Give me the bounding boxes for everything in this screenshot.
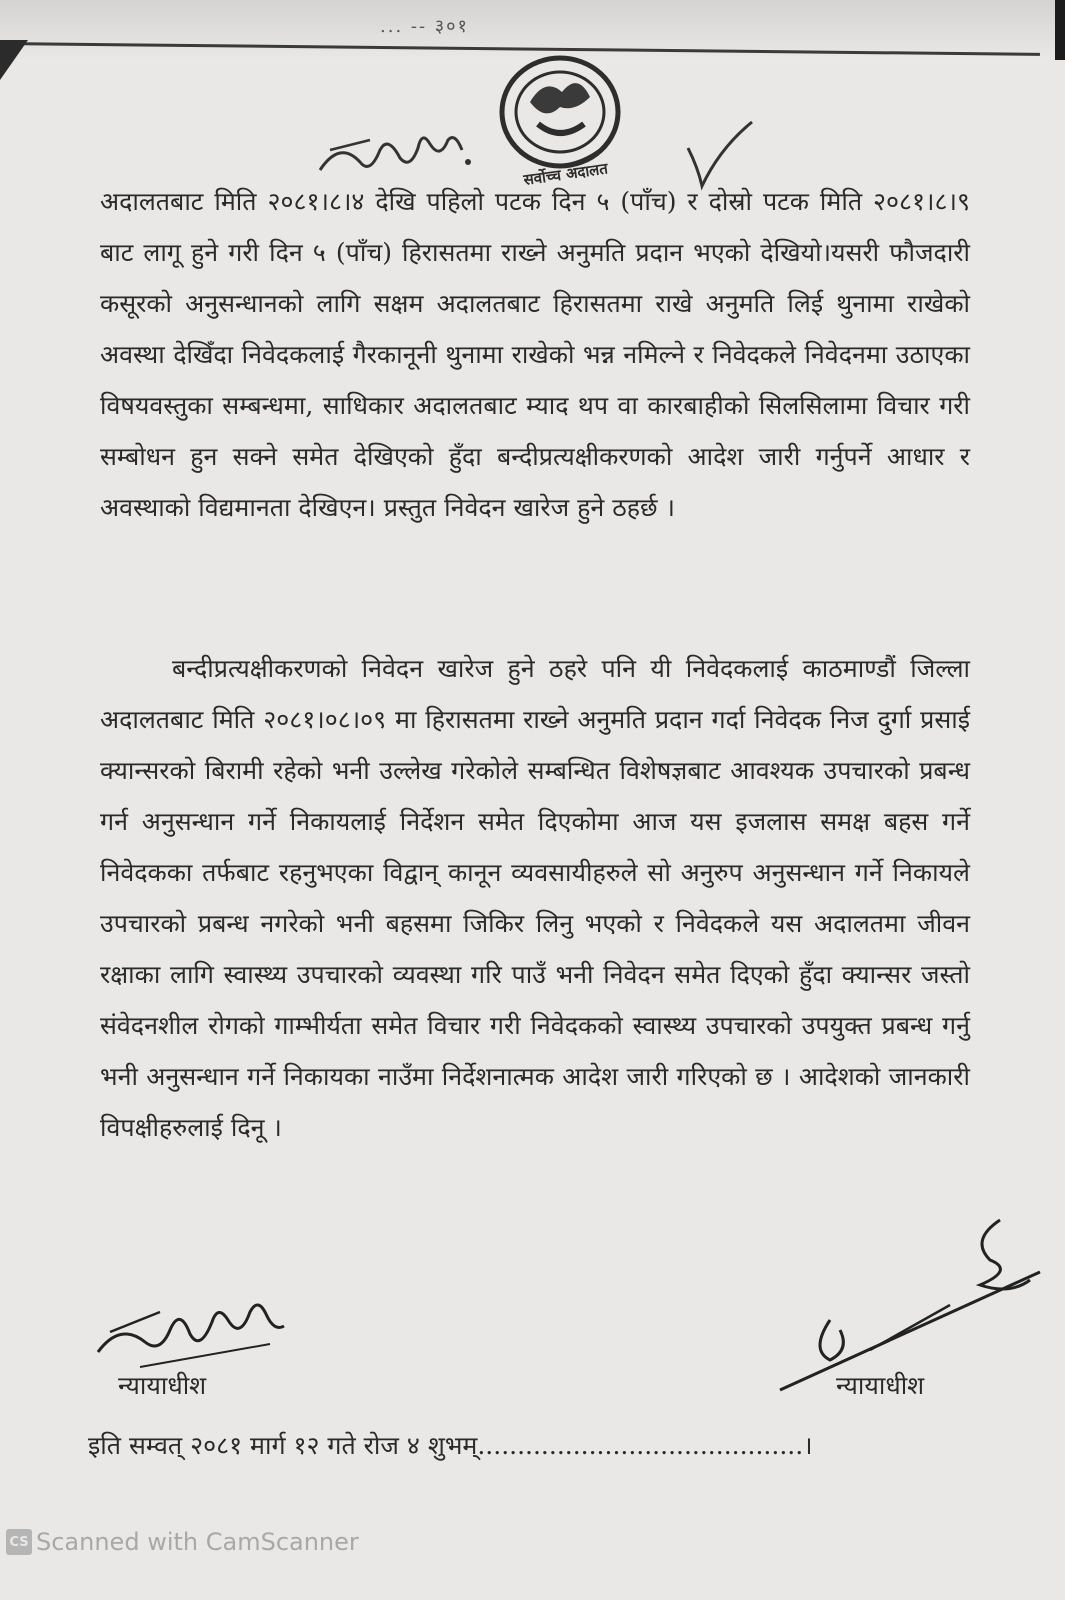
order-paragraph-2: बन्दीप्रत्यक्षीकरणको निवेदन खारेज हुने ठहरे पनि यी निवेदकलाई काठमाण्डौं जिल्ला अदालतबाट मिति २०८१।०८।०९ मा हिरासतमा राख्ने अनुमति प्रदान गर्दा निवेदक निज दुर्गा प्रसाई क्यान्सरको बिरामी रहेको भनी उल्लेख गरेकोले सम्बन्धित विशेषज्ञबाट आवश्यक उपचारको प्रबन्ध गर्न अनुसन्धान गर्ने निकायलाई निर्देशन समेत दिएकोमा आज यस इजलास समक्ष बहस गर्ने निवेदकका तर्फबाट रहनुभएका विद्वान् कानून व्यवसायीहरुले सो अनुरुप अनुसन्धान गर्ने निकायले उपचारको प्रबन्ध नगरेको भनी बहसमा जिकिर लिनु भएको र निवेदकले यस अदालतमा जीवन रक्षाका लागि स्वास्थ्य उपचारको व्यवस्था गरि पाउँ भनी निवेदन समेत दिएको हुँदा क्यान्सर जस्तो संवेदनशील रोगको गाम्भीर्यता समेत विचार गरी निवेदकको स्वास्थ्य उपचारको उपयुक्त प्रबन्ध गर्नु भनी अनुसन्धान गर्ने निकायका नाउँमा निर्देशनात्मक आदेश जारी गरिएको छ । आदेशको जानकारी विपक्षीहरुलाई दिनू । bbox=[100, 654, 970, 1142]
scan-right-edge bbox=[1055, 0, 1065, 60]
left-judge-label: न्यायाधीश bbox=[118, 1371, 207, 1400]
camscanner-logo-icon: CS bbox=[6, 1529, 32, 1555]
order-paragraph-1: अदालतबाट मिति २०८१।८।४ देखि पहिलो पटक दिन ५ (पाँच) र दोस्रो पटक मिति २०८१।८।९ बाट लागू हुने गरी दिन ५ (पाँच) हिरासतमा राख्ने अनुमति प्रदान भएको देखियो।यसरी फौजदारी कसूरको अनुसन्धानको लागि सक्षम अदालतबाट हिरासतमा राखे अनुमति लिई थुनामा राखेको अवस्था देखिँदा निवेदकलाई गैरकानूनी थुनामा राखेको भन्न नमिल्ने र निवेदकले निवेदनमा उठाएका विषयवस्तुका सम्बन्धमा, साधिकार अदालतबाट म्याद थप वा कारबाहीको सिलसिलामा विचार गरी सम्बोधन हुन सक्ने समेत देखिएको हुँदा बन्दीप्रत्यक्षीकरणको आदेश जारी गर्नुपर्ने आधार र अवस्थाको विद्यमानता देखिएन। प्रस्तुत निवेदन खारेज हुने ठहर्छ । bbox=[100, 187, 970, 522]
date-line: इति सम्वत् २०८१ मार्ग १२ गते रोज ४ शुभम्.........................................। bbox=[88, 1431, 813, 1460]
page-marker: ... -- ३०१ bbox=[380, 16, 469, 37]
camscanner-text: Scanned with CamScanner bbox=[36, 1528, 359, 1556]
camscanner-watermark bbox=[6, 1528, 359, 1556]
left-judge-signature bbox=[90, 1282, 290, 1376]
seal-caption: सर्वोच्च अदालत bbox=[522, 159, 609, 189]
page-corner-fold bbox=[0, 40, 28, 80]
right-judge-label: न्यायाधीश bbox=[836, 1371, 925, 1400]
